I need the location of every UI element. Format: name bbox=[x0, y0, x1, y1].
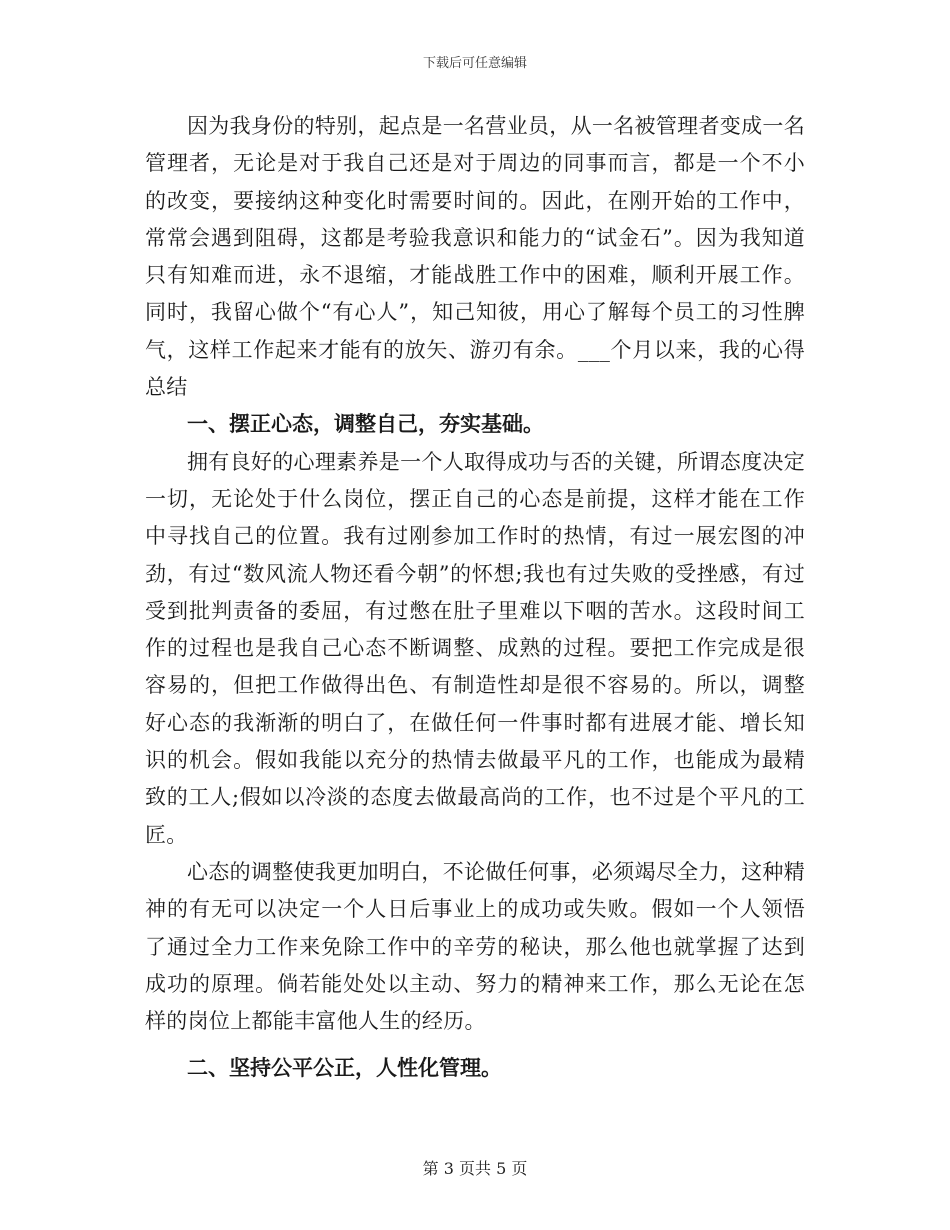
page-footer: 第 3 页共 5 页 bbox=[422, 1159, 528, 1178]
section-heading-1: 一、摆正心态，调整自己，夯实基础。 bbox=[187, 412, 544, 437]
document-body bbox=[145, 108, 805, 1088]
paragraph-effort: 心态的调整使我更加明白，不论做任何事，必须竭尽全力，这种精神的有无可以决定一个人日后事业上的成功或失败。假如一个人领悟了通过全力工作来免除工作中的辛劳的秘诀，那么他也就掌握了达到成功的原理。倘若能处处以主动、努力的精神来工作，那么无论在怎样的岗位上都能丰富他人生的经历。 bbox=[145, 859, 805, 1034]
page-header: 下载后可任意编辑 bbox=[422, 56, 527, 71]
paragraph-mindset: 拥有良好的心理素养是一个人取得成功与否的关键，所谓态度决定一切，无论处于什么岗位，摆正自己的心态是前提，这样才能在工作中寻找自己的位置。我有过刚参加工作时的热情，有过一展宏图的冲劲，有过“数风流人物还看今朝”的怀想;我也有过失败的受挫感，有过受到批判责备的委屈，有过憋在肚子里难以下咽的苦水。这段时间工作的过程也是我自己心态不断调整、成熟的过程。要把工作完成是很容易的，但把工作做得出色、有制造性却是很不容易的。所以，调整好心态的我渐渐的明白了，在做任何一件事时都有进展才能、增长知识的机会。假如我能以充分的热情去做最平凡的工作，也能成为最精致的工人;假如以冷淡的态度去做最高尚的工作，也不过是个平凡的工匠。 bbox=[145, 449, 805, 847]
section-heading-2: 二、坚持公平公正，人性化管理。 bbox=[187, 1056, 502, 1081]
paragraph-intro: 因为我身份的特别，起点是一名营业员，从一名被管理者变成一名管理者，无论是对于我自己还是对于周边的同事而言，都是一个不小的改变，要接纳这种变化时需要时间的。因此，在刚开始的工作中，常常会遇到阻碍，这都是考验我意识和能力的“试金石”。因为我知道只有知难而进，永不退缩，才能战胜工作中的困难，顺利开展工作。同时，我留心做个“有心人”，知己知彼，用心了解每个员工的习性脾气，这样工作起来才能有的放矢、游刃有余。___个月以来，我的心得总结 bbox=[145, 114, 805, 400]
